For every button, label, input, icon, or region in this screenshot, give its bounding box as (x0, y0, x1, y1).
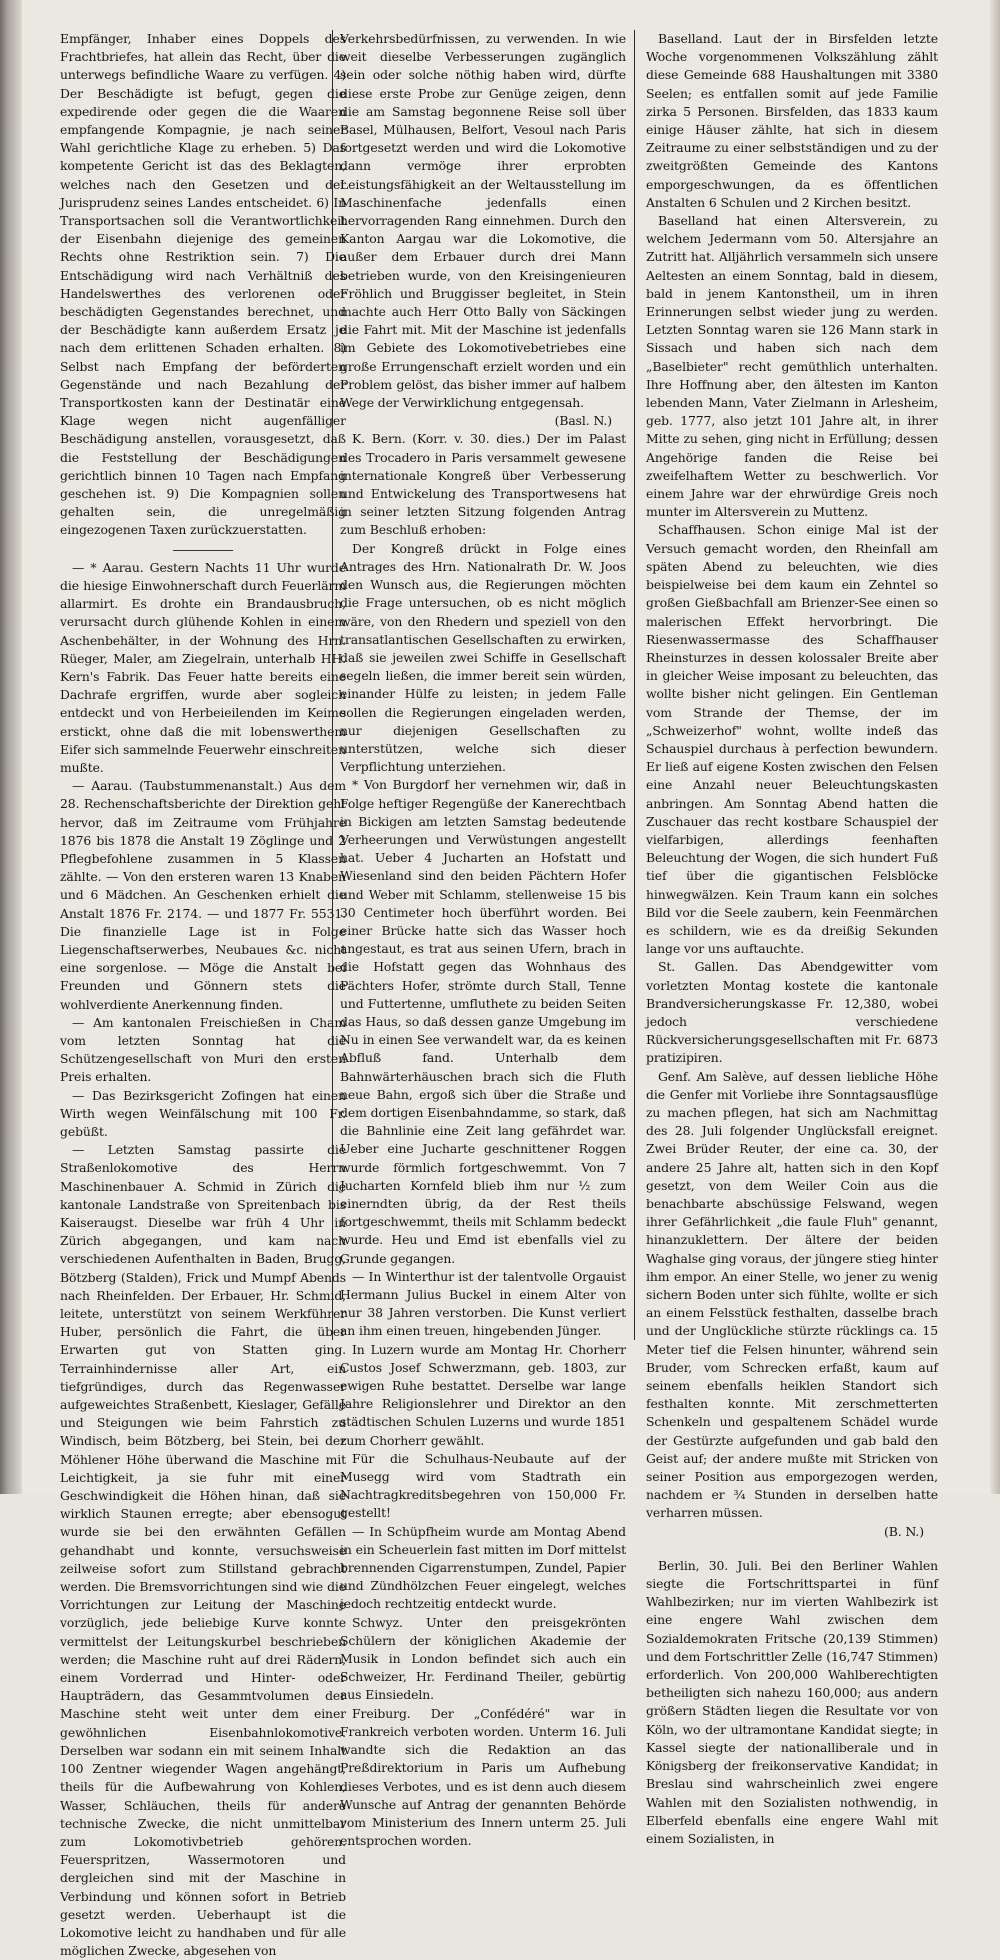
column-2 (340, 30, 626, 1849)
paragraph: — Am kantonalen Freischießen in Cham vom letzten Sonntag hat die Schützengesellschaft von Muri den ersten Preis erhalten. (60, 1014, 346, 1085)
paragraph: — Das Bezirksgericht Zofingen hat einen Wirth wegen Weinfälschung mit 100 Fr. gebüßt. (60, 1087, 346, 1139)
paragraph: Baselland. Laut der in Birsfelden letzte Woche vorgenommenen Volkszählung zählt diese Gemeinde 688 Haushaltungen mit 3380 Seelen; es entfallen somit auf jede Familie zirka 5 Personen. Birsfelden, das 1833 kaum einige Häuser zählte, hat sich in diesem Zeitraume zu einer selbstständigen und zu der zweitgrößten Gemeinde des Kantons emporgeschwungen, da es öffentlichen Anstalten 6 Schulen und 2 Kirchen besitzt. (646, 31, 938, 210)
paragraph: — In Winterthur ist der talentvolle Orgauist Hermann Julius Buckel in einem Alter von nur 38 Jahren verstorben. Die Kunst verliert an ihm einen treuen, hingebenden Jünger. (340, 1268, 626, 1339)
paragraph: Für die Schulhaus-Neubaute auf der Musegg wird vom Stadtrath ein Nachtragkreditsbegehren von 150,000 Fr. gestellt! (340, 1450, 626, 1521)
paragraph: Empfänger, Inhaber eines Doppels des Frachtbriefes, hat allein das Recht, über die unterwegs befindliche Waare zu verfügen. 4) Der Beschädigte ist befugt, gegen die expedirende oder gegen die die Waaren empfangende Kompagnie, je nach seiner Wahl gerichtliche Klage zu erheben. 5) Das kompetente Gericht ist das des Beklagten, welches nach den Gesetzen und der Jurisprudenz seines Landes entscheidet. 6) In Transportsachen soll die Verantwortlichkeit der Eisenbahn diejenige des gemeinen Rechts ohne Restriktion sein. 7) Die Entschädigung wird nach Verhältniß des Handelswerthes des verlorenen oder beschädigten Gegenstandes berechnet, und der Beschädigte kann außerdem Ersatz je nach dem erlittenen Schaden erhalten. 8) Selbst nach Empfang der beförderten Gegenstände und nach Bezahlung der Transportkosten kann der Destinatär eine Klage wegen nicht augenfälliger Beschädigung anstellen, vorausgesetzt, daß die Feststellung der Beschädigungen gerichtlich binnen 10 Tagen nach Empfang geschehen ist. 9) Die Kompagnien sollen gehalten sein, die unregelmäßig eingezogenen Taxen zurückzuerstatten. (60, 31, 346, 538)
column-3 (646, 30, 938, 1846)
paragraph: — Letzten Samstag passirte die Straßenlokomotive des Herrn Maschinenbauer A. Schmid in Zürich die kantonale Landstraße von Spreitenbach bis Kaiseraugst. Dieselbe war früh 4 Uhr in Zürich abgegangen, und kam nach verschiedenen Aufenthalten in Baden, Brugg, Bötzberg (Stalden), Frick und Mumpf Abends nach Rheinfelden. Der Erbauer, Hr. Schmid, leitete, unterstützt von seinem Werkführer Huber, persönlich die Fahrt, die über Erwarten gut von Statten ging. Terrainhindernisse aller Art, ein tiefgründiges, durch das Regenwasser aufgeweichtes Straßenbett, Kieslager, Gefälle und Steigungen wie beim Fahrstich zu Windisch, beim Bötzberg, bei Stein, bei der Möhlener Höhe überwand die Maschine mit Leichtigkeit, ja sie fuhr mit einer Geschwindigkeit die Höhen hinan, daß sie wirklich Staunen erregte; aber ebensogut wurde sie bei den erwähnten Gefällen gehandhabt und konnte, versuchsweise zeilweise sofort zum Stillstand gebracht werden. Die Bremsvorrichtungen sind wie die Vorrichtungen zur Leitung der Maschine vorzüglich, jede beliebige Kurve konnte vermittelst der Leitungskurbel beschrieben werden; die Maschine ruht auf drei Rädern, einem Vorderrad und Hinter- oder Haupträdern, das Gesammtvolumen der Maschine steht weit unter dem einer gewöhnlichen Eisenbahnlokomotive. Derselben war sodann ein mit seinem Inhalt 100 Zentner wiegender Wagen angehängt, theils für die Aufbewahrung von Kohlen, Wasser, Schläuchen, theils für andere technische Zwecke, die nicht unmittelbar zum Lokomotivbetrieb gehören. Feuerspritzen, Wassermotoren und dergleichen sind mit der Maschine in Verbindung und können sofort in Betrieb gesetzt werden. Ueberhaupt ist die Lokomotive leicht zu handhaben und für alle möglichen Zwecke, abgesehen von (60, 1142, 346, 1959)
section-separator (173, 550, 233, 551)
page-edge-shadow (0, 0, 22, 1494)
paragraph: Verkehrsbedürfnissen, zu verwenden. In wie weit dieselbe Verbesserungen zugänglich sein oder solche nöthig haben wird, dürfte diese erste Probe zur Genüge zeigen, denn die am Samstag begonnene Reise soll über Basel, Mülhausen, Belfort, Vesoul nach Paris fortgesetzt werden und wird die Lokomotive dann vermöge ihrer erprobten Leistungsfähigkeit an der Weltausstellung im Maschinenfache jedenfalls einen hervorragenden Rang einnehmen. Durch den Kanton Aargau war die Lokomotive, die außer dem Erbauer durch drei Mann betrieben wurde, von den Kreisingenieuren Fröhlich und Bruggisser begleitet, in Stein machte auch Herr Otto Bally von Säckingen die Fahrt mit. Mit der Maschine ist jedenfalls im Gebiete des Lokomotivebetriebes eine große Errungenschaft erzielt worden und ein Problem gelöst, das bisher immer auf halbem Wege der Verwirklichung entgegensah. (340, 31, 626, 411)
paragraph: K. Bern. (Korr. v. 30. dies.) Der im Palast des Trocadero in Paris versammelt gewesene internationale Kongreß über Verbesserung und Entwickelung des Transportwesens hat in seiner letzten Sitzung folgenden Antrag zum Beschluß erhoben: (340, 431, 626, 538)
paragraph: — * Aarau. Gestern Nachts 11 Uhr wurde die hiesige Einwohnerschaft durch Feuerlärm allarmirt. Es drohte ein Brandausbruch, verursacht durch glühende Kohlen in einem Aschenbehälter, in der Wohnung des Hrn. Rüeger, Maler, am Ziegelrain, unterhalb HH. Kern's Fabrik. Das Feuer hatte bereits eine Dachrafe ergriffen, wurde aber sogleich entdeckt und von Herbeieilenden im Keime erstickt, ohne daß die mit lobenswerthem Eifer sich sammelnde Feuerwehr einschreiten mußte. (60, 559, 346, 775)
paragraph: Baselland hat einen Altersverein, zu welchem Jedermann vom 50. Altersjahre an Zutritt hat. Alljährlich versammeln sich unsere Aeltesten an einem Sonntag, bald in diesem, bald in jenem Kantonstheil, um in ihren Erinnerungen selbst wieder jung zu werden. Letzten Sonntag waren sie 126 Mann stark in Sissach und haben sich nach dem „Baselbieter" recht gemüthlich unterhalten. Ihre Hoffnung aber, den ältesten im Kanton lebenden Mann, Vater Zielmann in Arlesheim, geb. 1777, also jetzt 101 Jahre alt, in ihrer Mitte zu sehen, ging nicht in Erfüllung; dessen Angehörige fanden die Reise bei zweifelhaftem Wetter zu beschwerlich. Vor einem Jahre war der ehrwürdige Greis noch munter im Altersverein zu Muttenz. (646, 213, 938, 520)
source-signature: (Basl. N.) (554, 413, 612, 429)
paragraph: In Luzern wurde am Montag Hr. Chorherr Custos Josef Schwerzmann, geb. 1803, zur ewigen Ruhe bestattet. Derselbe war lange Jahre Religionslehrer und Direktor an den städtischen Schulen Luzerns und wurde 1851 zum Chorherr gewählt. (340, 1341, 626, 1448)
paragraph: Schaffhausen. Schon einige Mal ist der Versuch gemacht worden, den Rheinfall am späten Abend zu beleuchten, wie dies beispielweise bei dem kaum ein Zehntel so großen Gießbachfall am Brienzer-See einen so malerischen Effekt hervorbringt. Die Riesenwassermasse des Schaffhauser Rheinsturzes in dessen kolossaler Breite aber in gleicher Weise imposant zu beleuchten, das wollte bisher nicht gelingen. Ein Gentleman vom Strande der Themse, der im „Schweizerhof" wohnt, wollte indeß das Schauspiel durchaus à perfection bewundern. Er ließ auf eigene Kosten zwischen den Felsen eine Anzahl neuer Beleuchtungskasten anbringen. Am Sonntag Abend hatten die Zuschauer das recht kostbare Schauspiel der vielfarbigen, allerdings feenhaften Beleuchtung der Wogen, die sich hundert Fuß tief über die gigantischen Felsblöcke hinwegwälzen. Kein Traum kann ein solches Bild vor die Seele zaubern, kein Feenmärchen es schildern, wie es da dreißig Sekunden lange vor uns auftauchte. (646, 522, 938, 957)
paragraph: Genf. Am Salève, auf dessen liebliche Höhe die Genfer mit Vorliebe ihre Sonntagsausflüge zu machen pflegen, hat sich am Nachmittag des 28. Juli folgender Unglücksfall ereignet. Zwei Brüder Reuter, der eine ca. 30, der andere 25 Jahre alt, hatten sich in den Kopf gesetzt, von dem Weiler Coin aus die benachbarte abschüssige Felswand, wegen ihrer Gefährlichkeit „die faule Fluh" genannt, hinanzuklettern. Der ältere der beiden Waghalse ging voraus, der jüngere stieg hinter ihm empor. An einer Stelle, wo jener zu wenig sichern Boden unter sich fühlte, wollte er sich an einem Felsstück festhalten, dasselbe brach und der Unglückliche stürzte rücklings ca. 15 Meter tief die Felsen hinunter, während sein Bruder, vom Schrecken erfaßt, kaum auf seinem ebenfalls heiklen Standort sich festhalten konnte. Mit zerschmetterten Schenkeln und gespaltenem Schädel wurde der Gestürzte aufgefunden und gab bald den Geist auf; der andere mußte mit Stricken von seiner Position aus emporgezogen werden, nachdem er ¾ Stunden in derselben hatte verharren müssen. (646, 1068, 938, 1521)
paragraph: Freiburg. Der „Confédéré" war in Frankreich verboten worden. Unterm 16. Juli wandte sich die Redaktion an das Preßdirektorium in Paris um Aufhebung dieses Verbotes, und es ist denn auch diesem Wunsche auf Antrag der genannten Behörde vom Ministerium des Innern unterm 25. Juli entsprochen worden. (340, 1705, 626, 1849)
paragraph: — In Schüpfheim wurde am Montag Abend in ein Scheuerlein fast mitten im Dorf mittelst brennenden Cigarrenstumpen, Zundel, Papier und Zündhölzchen Feuer eingelegt, welches jedoch rechtzeitig entdeckt wurde. (340, 1523, 626, 1612)
paragraph: Der Kongreß drückt in Folge eines Antrages des Hrn. Nationalrath Dr. W. Joos den Wunsch aus, die Regierungen möchten die Frage untersuchen, ob es nicht möglich wäre, von den Rhedern und speziell von den transatlantischen Gesellschaften zu erwirken, daß sie jeweilen zwei Schiffe in Gesellschaft segeln ließen, die immer bereit sein würden, einander Hülfe zu leisten; in jedem Falle sollen die Regierungen eingeladen werden, nur diejenigen Gesellschaften zu unterstützen, welche sich dieser Verpflichtung unterziehen. (340, 540, 626, 775)
paragraph: Berlin, 30. Juli. Bei den Berliner Wahlen siegte die Fortschrittspartei in fünf Wahlbezirken; nur im vierten Wahlbezirk ist eine engere Wahl zwischen dem Sozialdemokraten Fritsche (20,139 Stimmen) und dem Fortschrittler Zelle (16,747 Stimmen) erforderlich. Von 200,000 Wahlberechtigten betheiligten sich nahezu 160,000; aus andern größern Städten liegen die Resultate vor von Köln, wo der ultramontane Kandidat siegte; in Kassel siegte der nationalliberale und in Königsberg der freikonservative Kandidat; in Breslau sind wahrscheinlich zwei engere Wahlen mit den Sozialisten nothwendig, in Elberfeld ebenfalls eine engere Wahl mit einem Sozialisten, in (646, 1557, 938, 1846)
page-edge-right (990, 0, 1000, 1494)
column-1 (60, 30, 346, 1959)
paragraph: * Von Burgdorf her vernehmen wir, daß in Folge heftiger Regengüße der Kanerechtbach in Bickigen am letzten Samstag bedeutende Verheerungen und Verwüstungen angestellt hat. Ueber 4 Jucharten an Hofstatt und Wiesenland sind den beiden Pächtern Hofer und Weber mit Schlamm, stellenweise 15 bis 30 Centimeter hoch überführt worden. Bei einer Brücke hatte sich das Wasser hoch angestaut, es trat aus seinen Ufern, brach in die Hofstatt gegen das Wohnhaus des Pächters Hofer, strömte durch Stall, Tenne und Futtertenne, umfluthete zu beiden Seiten das Haus, so daß dessen ganze Umgebung im Nu in einen See verwandelt war, da es keinen Abfluß fand. Unterhalb dem Bahnwärterhäuschen brach sich die Fluth neue Bahn, ergoß sich über die Straße und dem dortigen Eisenbahndamme, so stark, daß die Bahnlinie eine Zeit lang gefährdet war. Ueber eine Jucharte geschnittener Roggen wurde förmlich fortgeschwemmt. Von 7 Jucharten Kornfeld blieb ihm nur ½ zum einerndten übrig, da der Rest theils fortgeschwemmt, theils mit Schlamm bedeckt wurde. Heu und Emd ist ebenfalls viel zu Grunde gegangen. (340, 777, 626, 1266)
paragraph: Schwyz. Unter den preisgekrönten Schülern der königlichen Akademie der Musik in London befindet sich auch ein Schweizer, Hr. Ferdinand Theiler, gebürtig aus Einsiedeln. (340, 1614, 626, 1703)
column-rule (634, 30, 635, 1340)
paragraph: St. Gallen. Das Abendgewitter vom vorletzten Montag kostete die kantonale Brandversicherungskasse Fr. 12,380, wobei jedoch verschiedene Rückversicherungsgesellschaften mit Fr. 6873 pratizipiren. (646, 959, 938, 1066)
paragraph: — Aarau. (Taubstummenanstalt.) Aus dem 28. Rechenschaftsberichte der Direktion geht hervor, daß im Zeitraume vom Frühjahre 1876 bis 1878 die Anstalt 19 Zöglinge und 2 Pflegbefohlene zusammen in 5 Klassen zählte. — Von den ersteren waren 13 Knaben und 6 Mädchen. An Geschenken erhielt die Anstalt 1876 Fr. 2174. — und 1877 Fr. 5531. Die finanzielle Lage ist in Folge Liegenschaftserwerbes, Neubaues &c. nicht eine sorgenlose. — Möge die Anstalt bei Freunden und Gönnern stets die wohlverdiente Anerkennung finden. (60, 778, 346, 1012)
source-signature: (B. N.) (884, 1523, 924, 1539)
